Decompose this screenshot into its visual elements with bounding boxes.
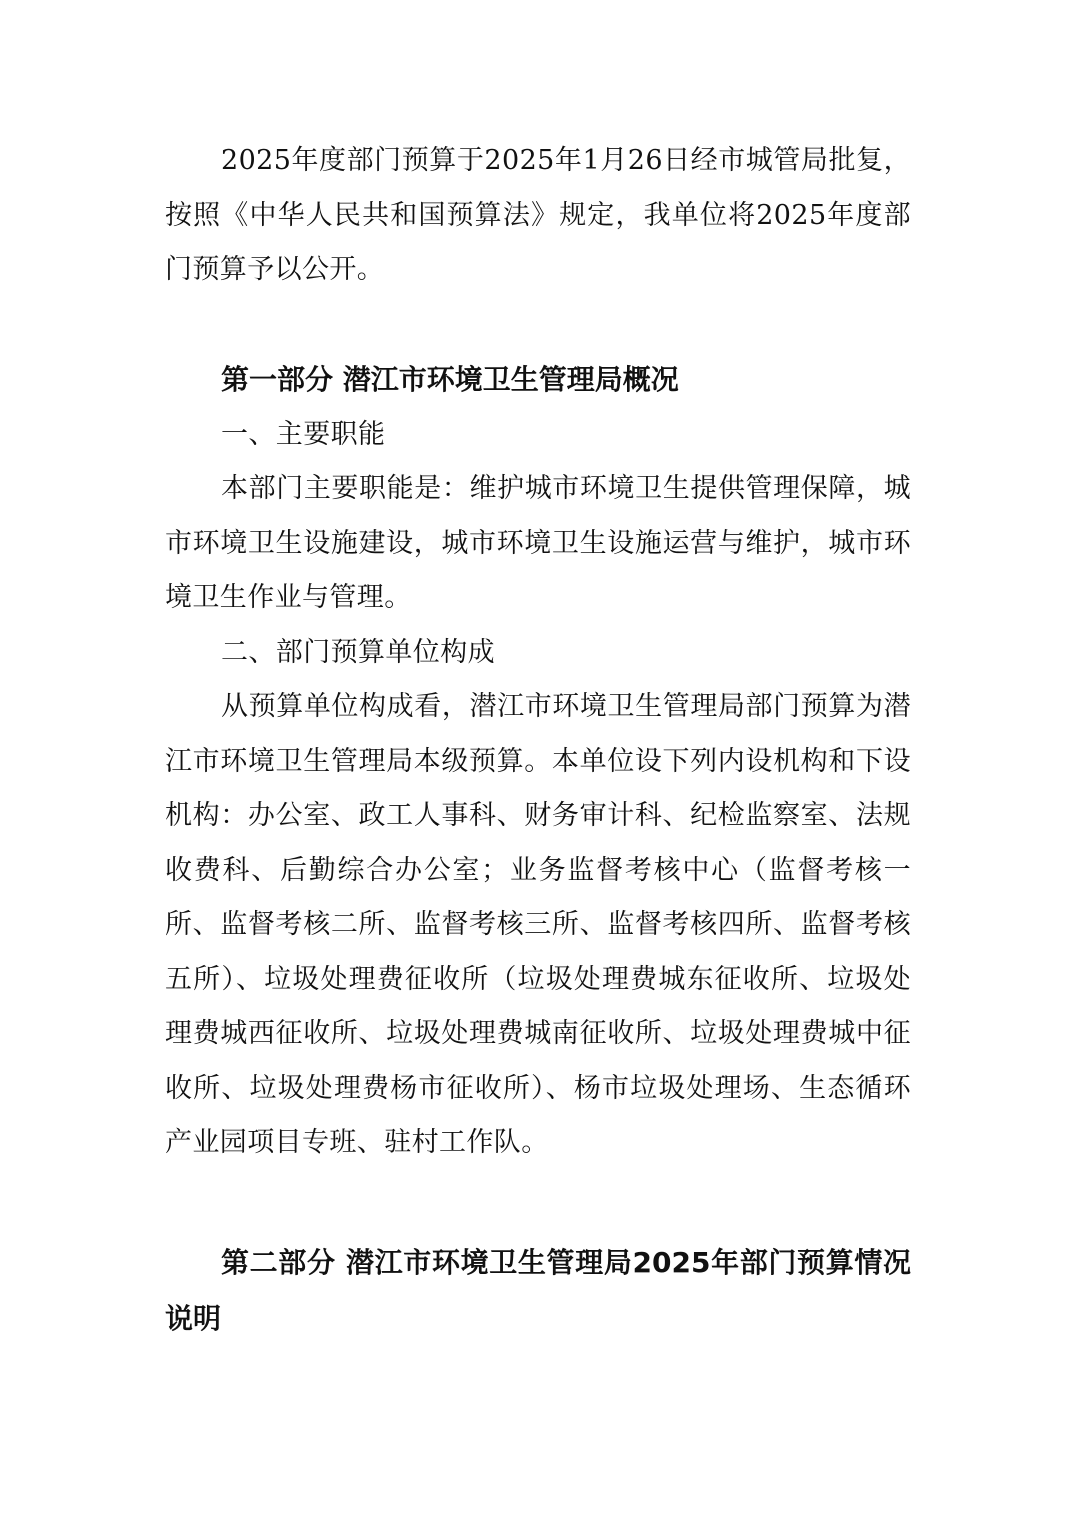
intro-paragraph: 2025年度部门预算于2025年1月26日经市城管局批复，按照《中华人民共和国预算法》规定，我单位将2025年度部门预算予以公开。 — [165, 145, 911, 285]
part2-heading: 第二部分 潜江市环境卫生管理局2025年部门预算情况说明 — [165, 1245, 911, 1335]
spacer — [165, 1171, 911, 1235]
part1-heading: 第一部分 潜江市环境卫生管理局概况 — [221, 362, 679, 396]
section2-paragraph: 从预算单位构成看，潜江市环境卫生管理局部门预算为潜江市环境卫生管理局本级预算。本单位设下列内设机构和下设机构：办公室、政工人事科、财务审计科、纪检监察室、法规收费科、后勤综合办公室；业务监督考核中心（监督考核一所、监督考核二所、监督考核三所、监督考核四所、监督考核五所）、垃圾处理费征收所（垃圾处理费城东征收所、垃圾处理费城西征收所、垃圾处理费城南征收所、垃圾处理费城中征收所、垃圾处理费杨市征收所）、杨市垃圾处理场、生态循环产业园项目专班、驻村工作队。 — [165, 691, 911, 1158]
section2-heading: 二、部门预算单位构成 — [221, 636, 495, 668]
spacer — [165, 298, 911, 352]
document-body — [165, 134, 911, 1347]
section1-paragraph: 本部门主要职能是：维护城市环境卫生提供管理保障，城市环境卫生设施建设，城市环境卫生设施运营与维护，城市环境卫生作业与管理。 — [165, 473, 911, 613]
section1-heading: 一、主要职能 — [221, 418, 386, 450]
